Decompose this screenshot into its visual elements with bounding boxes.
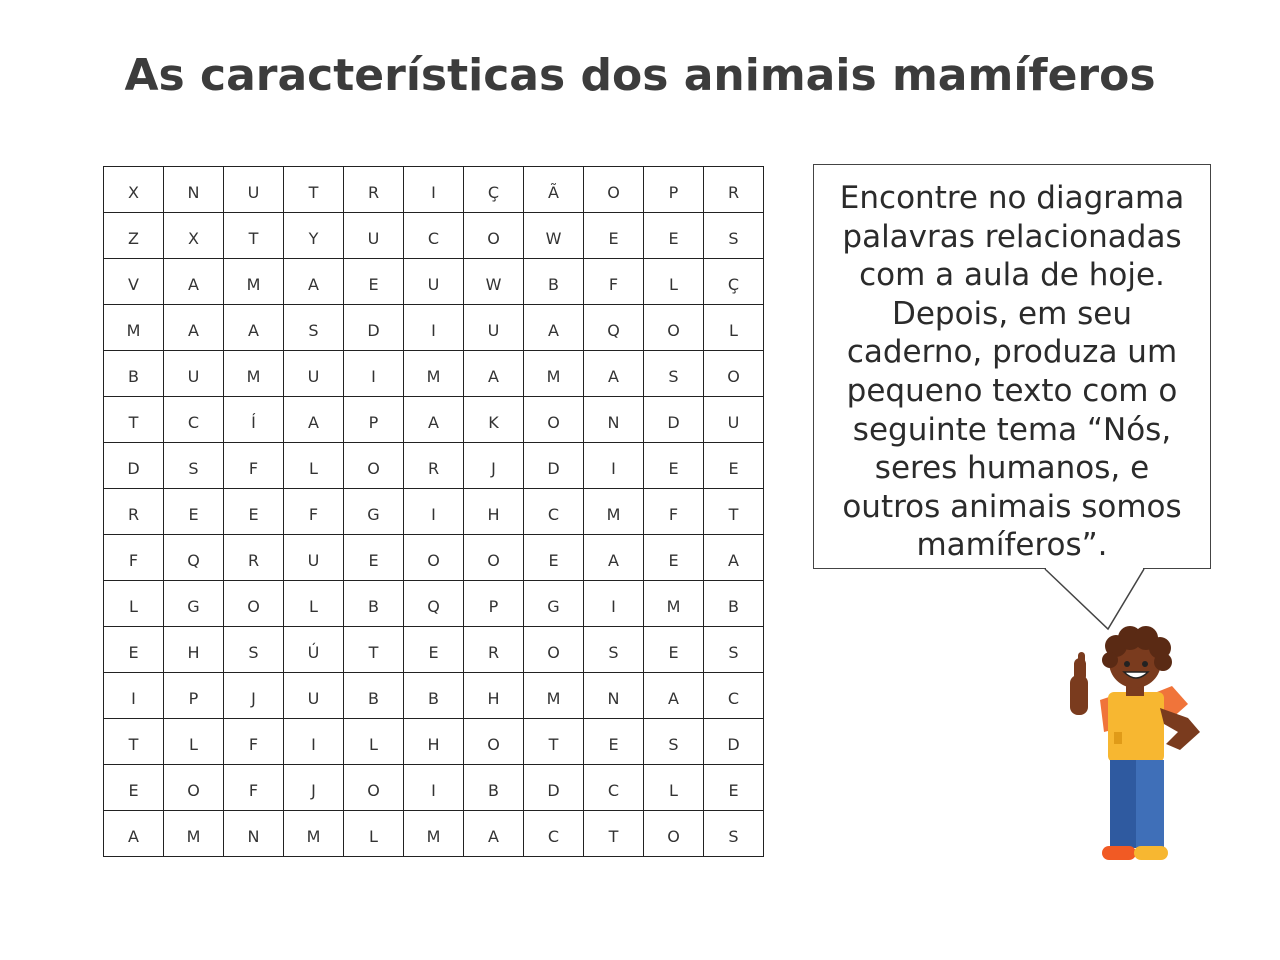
- grid-cell: U: [704, 397, 764, 443]
- grid-row: [104, 167, 764, 213]
- grid-cell: F: [644, 489, 704, 535]
- grid-cell: U: [284, 535, 344, 581]
- grid-cell: G: [524, 581, 584, 627]
- grid-row: [104, 397, 764, 443]
- grid-cell: G: [164, 581, 224, 627]
- grid-cell: L: [284, 581, 344, 627]
- grid-row: [104, 581, 764, 627]
- grid-cell: N: [584, 673, 644, 719]
- grid-cell: O: [464, 535, 524, 581]
- grid-cell: M: [164, 811, 224, 857]
- grid-cell: W: [464, 259, 524, 305]
- grid-cell: T: [524, 719, 584, 765]
- grid-cell: M: [224, 351, 284, 397]
- grid-cell: J: [284, 765, 344, 811]
- grid-cell: T: [284, 167, 344, 213]
- grid-cell: I: [404, 305, 464, 351]
- grid-cell: B: [404, 673, 464, 719]
- grid-cell: F: [584, 259, 644, 305]
- grid-cell: D: [104, 443, 164, 489]
- grid-cell: A: [524, 305, 584, 351]
- grid-cell: A: [404, 397, 464, 443]
- grid-cell: U: [224, 167, 284, 213]
- grid-cell: Ç: [464, 167, 524, 213]
- grid-cell: Ã: [524, 167, 584, 213]
- grid-cell: S: [644, 351, 704, 397]
- grid-cell: H: [164, 627, 224, 673]
- grid-cell: E: [524, 535, 584, 581]
- grid-cell: T: [344, 627, 404, 673]
- grid-cell: B: [104, 351, 164, 397]
- grid-row: [104, 443, 764, 489]
- grid-cell: W: [524, 213, 584, 259]
- grid-cell: O: [644, 811, 704, 857]
- grid-cell: E: [704, 443, 764, 489]
- grid-cell: S: [164, 443, 224, 489]
- grid-cell: A: [464, 351, 524, 397]
- grid-cell: B: [344, 581, 404, 627]
- grid-cell: Q: [584, 305, 644, 351]
- grid-cell: J: [224, 673, 284, 719]
- grid-cell: L: [104, 581, 164, 627]
- grid-cell: I: [344, 351, 404, 397]
- grid-cell: S: [224, 627, 284, 673]
- grid-cell: L: [644, 765, 704, 811]
- grid-cell: O: [164, 765, 224, 811]
- grid-cell: R: [704, 167, 764, 213]
- grid-cell: E: [404, 627, 464, 673]
- grid-cell: D: [344, 305, 404, 351]
- grid-cell: R: [344, 167, 404, 213]
- grid-cell: F: [224, 719, 284, 765]
- grid-cell: M: [524, 351, 584, 397]
- grid-cell: U: [284, 673, 344, 719]
- grid-cell: U: [164, 351, 224, 397]
- grid-cell: Í: [224, 397, 284, 443]
- grid-cell: P: [344, 397, 404, 443]
- grid-row: [104, 765, 764, 811]
- grid-cell: U: [464, 305, 524, 351]
- grid-cell: E: [644, 213, 704, 259]
- grid-cell: A: [224, 305, 284, 351]
- grid-cell: M: [584, 489, 644, 535]
- word-search-grid: [103, 166, 764, 857]
- grid-cell: N: [164, 167, 224, 213]
- grid-row: [104, 351, 764, 397]
- grid-cell: R: [224, 535, 284, 581]
- grid-cell: L: [344, 811, 404, 857]
- grid-cell: P: [164, 673, 224, 719]
- grid-cell: T: [704, 489, 764, 535]
- grid-cell: I: [584, 443, 644, 489]
- grid-cell: C: [584, 765, 644, 811]
- grid-cell: O: [224, 581, 284, 627]
- grid-cell: F: [224, 765, 284, 811]
- grid-cell: V: [104, 259, 164, 305]
- grid-row: [104, 535, 764, 581]
- grid-cell: E: [644, 627, 704, 673]
- grid-cell: O: [704, 351, 764, 397]
- grid-cell: S: [584, 627, 644, 673]
- grid-cell: X: [104, 167, 164, 213]
- grid-cell: I: [584, 581, 644, 627]
- grid-cell: O: [464, 213, 524, 259]
- grid-cell: C: [524, 811, 584, 857]
- grid-cell: B: [464, 765, 524, 811]
- grid-cell: H: [404, 719, 464, 765]
- grid-cell: T: [584, 811, 644, 857]
- grid-cell: D: [644, 397, 704, 443]
- grid-row: [104, 305, 764, 351]
- grid-cell: B: [704, 581, 764, 627]
- grid-cell: I: [104, 673, 164, 719]
- grid-cell: U: [404, 259, 464, 305]
- jeans: [1110, 760, 1136, 848]
- grid-cell: L: [284, 443, 344, 489]
- grid-cell: A: [284, 397, 344, 443]
- grid-cell: I: [404, 765, 464, 811]
- grid-cell: T: [104, 719, 164, 765]
- grid-cell: C: [164, 397, 224, 443]
- grid-cell: M: [284, 811, 344, 857]
- grid-cell: O: [524, 627, 584, 673]
- grid-cell: D: [524, 765, 584, 811]
- grid-cell: M: [404, 351, 464, 397]
- grid-cell: Q: [404, 581, 464, 627]
- grid-cell: R: [464, 627, 524, 673]
- grid-cell: E: [344, 259, 404, 305]
- grid-cell: M: [644, 581, 704, 627]
- grid-cell: N: [584, 397, 644, 443]
- grid-cell: A: [164, 305, 224, 351]
- grid-cell: M: [104, 305, 164, 351]
- grid-row: [104, 719, 764, 765]
- grid-cell: O: [404, 535, 464, 581]
- grid-cell: F: [284, 489, 344, 535]
- grid-cell: A: [164, 259, 224, 305]
- grid-cell: F: [224, 443, 284, 489]
- grid-cell: E: [584, 213, 644, 259]
- grid-cell: O: [524, 397, 584, 443]
- grid-cell: S: [704, 627, 764, 673]
- grid-cell: E: [584, 719, 644, 765]
- grid-cell: L: [344, 719, 404, 765]
- grid-cell: T: [224, 213, 284, 259]
- grid-cell: Ú: [284, 627, 344, 673]
- grid-cell: Q: [164, 535, 224, 581]
- instruction-speech-bubble: [813, 164, 1211, 569]
- grid-cell: O: [344, 765, 404, 811]
- grid-cell: J: [464, 443, 524, 489]
- grid-cell: S: [704, 811, 764, 857]
- grid-cell: C: [704, 673, 764, 719]
- shirt: [1108, 692, 1164, 762]
- grid-cell: S: [644, 719, 704, 765]
- grid-cell: M: [404, 811, 464, 857]
- grid-cell: N: [224, 811, 284, 857]
- grid-cell: H: [464, 673, 524, 719]
- grid-cell: C: [524, 489, 584, 535]
- grid-cell: E: [104, 627, 164, 673]
- grid-cell: A: [644, 673, 704, 719]
- grid-cell: Ç: [704, 259, 764, 305]
- grid-cell: I: [404, 167, 464, 213]
- grid-cell: L: [704, 305, 764, 351]
- grid-cell: Z: [104, 213, 164, 259]
- grid-cell: E: [704, 765, 764, 811]
- grid-cell: R: [404, 443, 464, 489]
- grid-cell: A: [704, 535, 764, 581]
- grid-cell: I: [284, 719, 344, 765]
- shoes: [1102, 846, 1136, 860]
- grid-cell: O: [584, 167, 644, 213]
- instruction-text: Encontre no diagrama palavras relacionadas com a aula de hoje. Depois, em seu caderno, produza um pequeno texto com o seguinte tema “Nós, seres humanos, e outros animais somos mamíferos”.: [839, 180, 1185, 564]
- grid-cell: I: [404, 489, 464, 535]
- grid-cell: O: [464, 719, 524, 765]
- grid-cell: G: [344, 489, 404, 535]
- grid-cell: E: [344, 535, 404, 581]
- grid-cell: A: [464, 811, 524, 857]
- grid-cell: D: [704, 719, 764, 765]
- grid-cell: R: [104, 489, 164, 535]
- grid-cell: H: [464, 489, 524, 535]
- grid-cell: K: [464, 397, 524, 443]
- grid-cell: L: [164, 719, 224, 765]
- grid-row: [104, 213, 764, 259]
- grid-cell: E: [644, 443, 704, 489]
- grid-cell: C: [404, 213, 464, 259]
- grid-row: [104, 259, 764, 305]
- grid-cell: X: [164, 213, 224, 259]
- grid-cell: U: [344, 213, 404, 259]
- grid-row: [104, 673, 764, 719]
- grid-cell: U: [284, 351, 344, 397]
- grid-row: [104, 489, 764, 535]
- grid-cell: S: [284, 305, 344, 351]
- grid-cell: L: [644, 259, 704, 305]
- grid-cell: S: [704, 213, 764, 259]
- grid-cell: E: [224, 489, 284, 535]
- grid-cell: E: [644, 535, 704, 581]
- grid-cell: P: [464, 581, 524, 627]
- grid-cell: A: [284, 259, 344, 305]
- grid-cell: B: [524, 259, 584, 305]
- grid-cell: O: [344, 443, 404, 489]
- grid-cell: B: [344, 673, 404, 719]
- grid-cell: T: [104, 397, 164, 443]
- grid-cell: D: [524, 443, 584, 489]
- arm-on-hip: [1160, 708, 1200, 750]
- grid-cell: O: [644, 305, 704, 351]
- grid-cell: E: [164, 489, 224, 535]
- grid-cell: Y: [284, 213, 344, 259]
- grid-cell: M: [224, 259, 284, 305]
- child-character-illustration: [1060, 620, 1220, 870]
- grid-cell: A: [104, 811, 164, 857]
- grid-cell: M: [524, 673, 584, 719]
- grid-cell: A: [584, 351, 644, 397]
- grid-cell: E: [104, 765, 164, 811]
- grid-cell: A: [584, 535, 644, 581]
- grid-row: [104, 627, 764, 673]
- grid-row: [104, 811, 764, 857]
- grid-cell: P: [644, 167, 704, 213]
- page-title: As características dos animais mamíferos: [124, 50, 1156, 101]
- grid-cell: F: [104, 535, 164, 581]
